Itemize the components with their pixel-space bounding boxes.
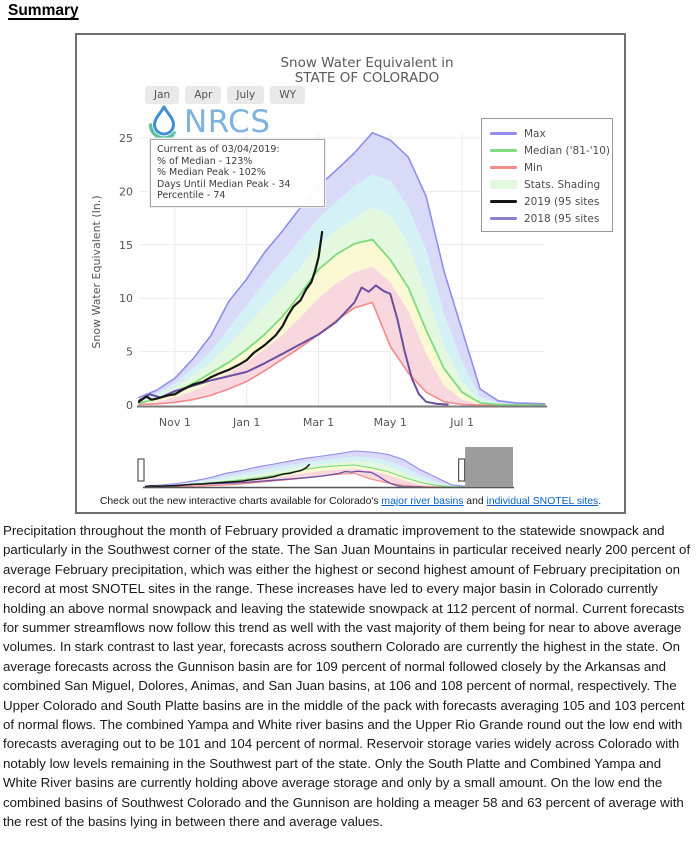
- x-tick-label: Mar 1: [302, 416, 335, 429]
- legend-swatch-2019: [490, 200, 517, 203]
- y-tick-label: 10: [119, 292, 133, 306]
- caption-text: .: [598, 496, 602, 507]
- range-slider-right-handle[interactable]: [459, 459, 465, 481]
- stats-line-percentile: Percentile - 74: [157, 190, 226, 202]
- stats-line-pct-median: % of Median - 123%: [157, 155, 253, 167]
- stats-line-pct-peak: % Median Peak - 102%: [157, 167, 266, 179]
- caption-text: Check out the new interactive charts available for Colorado's: [99, 496, 382, 507]
- legend-swatch-2018: [490, 217, 517, 220]
- legend-item-max[interactable]: [490, 125, 612, 142]
- legend-item-median[interactable]: [490, 142, 612, 159]
- y-tick-label: 20: [119, 185, 133, 199]
- x-tick-label: May 1: [373, 416, 407, 429]
- y-tick-label: 0: [126, 399, 133, 412]
- legend-swatch-max: [490, 132, 517, 135]
- legend-label: 2019 (95 sites: [524, 195, 600, 208]
- tab-wy[interactable]: WY: [270, 86, 305, 104]
- figure-caption: [77, 496, 624, 507]
- stats-line-days: Days Until Median Peak - 34: [157, 178, 291, 190]
- range-slider-left-handle[interactable]: [138, 459, 144, 481]
- chart-legend: [481, 118, 613, 232]
- legend-label: Median ('81-'10): [524, 144, 611, 157]
- legend-item-stats-shading[interactable]: [490, 176, 612, 193]
- x-tick-label: Jul 1: [450, 416, 474, 429]
- legend-swatch-min: [490, 166, 517, 169]
- stats-line-asof: Current as of 03/04/2019:: [157, 144, 280, 155]
- caption-text: and: [463, 496, 487, 507]
- y-tick-label: 15: [119, 238, 133, 252]
- legend-label: Max: [524, 127, 546, 140]
- tab-apr[interactable]: Apr: [185, 86, 221, 104]
- chart-title-line1: Snow Water Equivalent in: [280, 55, 454, 71]
- legend-item-2019[interactable]: [490, 193, 612, 210]
- x-tick-label: Jan 1: [232, 416, 261, 429]
- y-axis-label: Snow Water Equivalent (In.): [90, 195, 103, 349]
- legend-item-2018[interactable]: [490, 210, 612, 227]
- legend-item-min[interactable]: [490, 159, 612, 176]
- major-river-basins-link[interactable]: major river basins: [381, 496, 464, 507]
- page-heading: Summary: [8, 2, 79, 19]
- individual-snotel-sites-link[interactable]: individual SNOTEL sites: [486, 496, 599, 507]
- swe-chart: [77, 35, 624, 512]
- legend-swatch-median: [490, 149, 517, 152]
- legend-label: 2018 (95 sites: [524, 212, 600, 225]
- current-stats-box: [150, 139, 325, 207]
- tab-july[interactable]: July: [227, 86, 264, 104]
- summary-paragraph: Precipitation throughout the month of February provided a dramatic improvement to the statewide snowpack and particularly in the Southwest corner of the state. The San Juan Mountains in particular received nearly 200 percent of average February precipitation, which was either the highest or second highest amount of February precipitation on record at most SNOTEL sites in the range. These increases have led to every major basin in Colorado currently holding an above normal snowpack and leaving the statewide snowpack at 112 percent of normal. Current forecasts for summer streamflows now follow this trend as well with the vast majority of them being for near to above average volumes. In stark contrast to last year, forecasts across southern Colorado are currently the highest in the state. On average forecasts across the Gunnison basin are for 109 percent of normal followed closely by the Arkansas and combined San Miguel, Dolores, Animas, and San Juan basins, at 106 and 108 percent of normal, respectively. The Upper Colorado and South Platte basins are in the middle of the pack with forecasts averaging 105 and 103 percent of normal flows. The combined Yampa and White river basins and the Upper Rio Grande round out the low end with forecasts averaging out to be 101 and 104 percent of normal. Reservoir storage varies widely across Colorado with notably low levels remaining in the Southwest part of the state. Only the South Platte and Combined Yampa and White River basins are currently holding above average storage and only by a small amount. On the low end the combined basins of Southwest Colorado and the Gunnison are holding a meager 58 and 63 percent of average with the rest of the basins lying in between there and average values.: [3, 523, 691, 830]
- y-tick-label: 5: [126, 345, 133, 359]
- legend-label: Stats. Shading: [524, 178, 601, 191]
- range-slider-masked-region: [465, 447, 513, 487]
- legend-swatch-stats-shading: [490, 180, 517, 189]
- legend-label: Min: [524, 161, 543, 174]
- x-tick-label: Nov 1: [158, 416, 191, 429]
- y-tick-label: 25: [119, 132, 133, 145]
- tab-jan[interactable]: Jan: [145, 86, 179, 104]
- nrcs-logo-text: NRCS: [184, 103, 271, 140]
- chart-title-line2: STATE OF COLORADO: [294, 70, 440, 86]
- chart-panel: [75, 33, 626, 514]
